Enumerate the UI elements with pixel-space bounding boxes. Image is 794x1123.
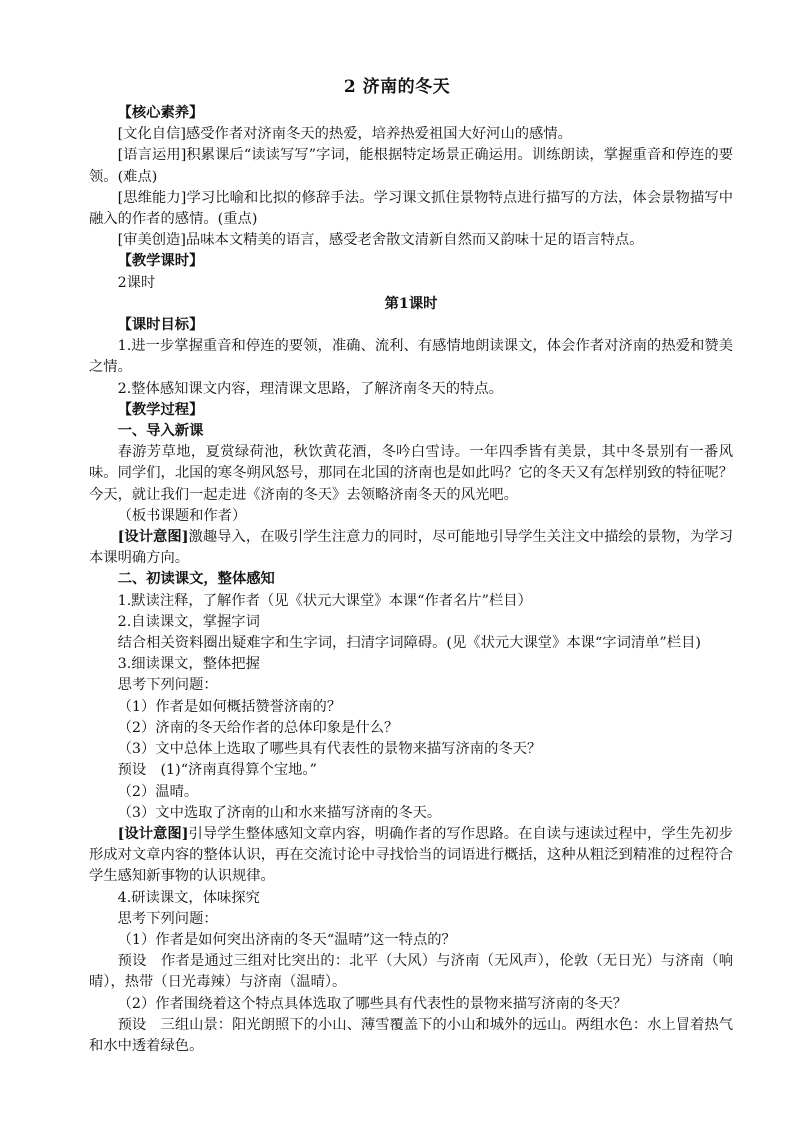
design-intent-text: 引导学生整体感知文章内容，明确作者的写作思路。在自读与速读过程中，学生先初步形成对文章内容的整体认识，再在交流讨论中寻找恰当的词语进行概括，这种从粗泛到精准的过程符合学生感知新事物的认识规律。 [89,825,734,885]
question-item: （2）济南的冬天给作者的总体印象是什么？ [117,719,399,736]
design-intent [89,527,733,569]
board-note: （板书课题和作者） [117,507,247,524]
lesson-heading: 第1课时 [384,295,438,312]
process-heading: 【教学过程】 [117,401,204,418]
question-item: （1）作者是如何概括赞誉济南的？ [117,698,342,715]
core-paragraph: [语言运用]积累课后“读读写写”字词，能根据特定场景正确运用。训练朗读，掌握重音和停连的要领。(难点) [89,147,733,185]
answer-item: 预设 作者是通过三组对比突出的：北平（大风）与济南（无风声），伦敦（无日光）与济南（响晴），热带（日光毒辣）与济南（温晴）。 [89,953,733,991]
core-paragraph: [审美创造]品味本文精美的语言，感受老舍散文清新自然而又韵味十足的语言特点。 [117,232,644,249]
intro-paragraph: 春游芳草地，夏赏绿荷池，秋饮黄花酒，冬吟白雪诗。一年四季皆有美景，其中冬景别有一番风味。同学们，北国的寒冬朔风怒号，那同在北国的济南也是如此吗？它的冬天又有怎样别致的特征呢？今天，就让我们一起走进《济南的冬天》去领略济南冬天的风光吧。 [89,444,733,503]
core-paragraph: [文化自信]感受作者对济南冬天的热爱，培养热爱祖国大好河山的感情。 [117,126,572,143]
design-intent-label: [设计意图] [117,529,189,546]
core-heading: 【核心素养】 [117,105,204,121]
page-title: 2 济南的冬天 [343,77,451,97]
core-paragraph: [思维能力]学习比喻和比拟的修辞手法。学习课文抓住景物特点进行描写的方法，体会景物描写中融入的作者的感情。(重点) [89,189,733,228]
answer-item: 预设 三组山景：阳光朗照下的小山、薄雪覆盖下的小山和城外的远山。两组水色：水上冒着热气和水中透着绿色。 [89,1016,733,1054]
design-intent-text: 激趣导入，在吸引学生注意力的同时，尽可能地引导学生关注文中描绘的景物，为学习本课明确方向。 [89,529,734,567]
step-item: 2.自读课文，掌握字词 [117,613,260,630]
answer-item: （2）温晴。 [117,783,199,800]
step-item: 3.细读课文，整体把握 [117,656,260,673]
question-item: （1）作者是如何突出济南的冬天“温晴”这一特点的？ [117,931,456,948]
hours-value: 2课时 [117,274,156,291]
answer-item: 预设 (1)“济南真得算个宝地。” [117,762,317,779]
goals-heading: 【课时目标】 [117,317,204,334]
goal-item: 1.进一步掌握重音和停连的要领，准确、流利、有感情地朗读课文，体会作者对济南的热爱和赞美之情。 [89,338,733,376]
question-intro: 思考下列问题： [117,677,218,694]
goal-item: 2.整体感知课文内容，理清课文思路，了解济南冬天的特点。 [117,380,503,397]
document-body [89,103,733,1057]
hours-heading: 【教学课时】 [117,253,204,270]
answer-item: （3）文中选取了济南的山和水来描写济南的冬天。 [117,804,442,821]
design-intent-label: [设计意图] [117,825,189,842]
question-item: （2）作者围绕着这个特点具体选取了哪些具有代表性的景物来描写济南的冬天？ [117,995,628,1012]
design-intent [89,824,733,888]
step-text: 结合相关资料圈出疑难字和生字词，扫清字词障碍。(见《状元大课堂》本课“字词清单”栏目) [117,635,701,652]
question-item: （3）文中总体上选取了哪些具有代表性的景物来描写济南的冬天？ [117,741,542,758]
step-item: 1.默读注释，了解作者（见《状元大课堂》本课“作者名片”栏目） [117,592,532,609]
question-intro: 思考下列问题： [117,910,218,927]
step-item: 4.研读课文，体味探究 [117,889,260,906]
section-heading: 二、初读课文，整体感知 [117,571,275,588]
section-heading: 一、导入新课 [117,423,204,440]
